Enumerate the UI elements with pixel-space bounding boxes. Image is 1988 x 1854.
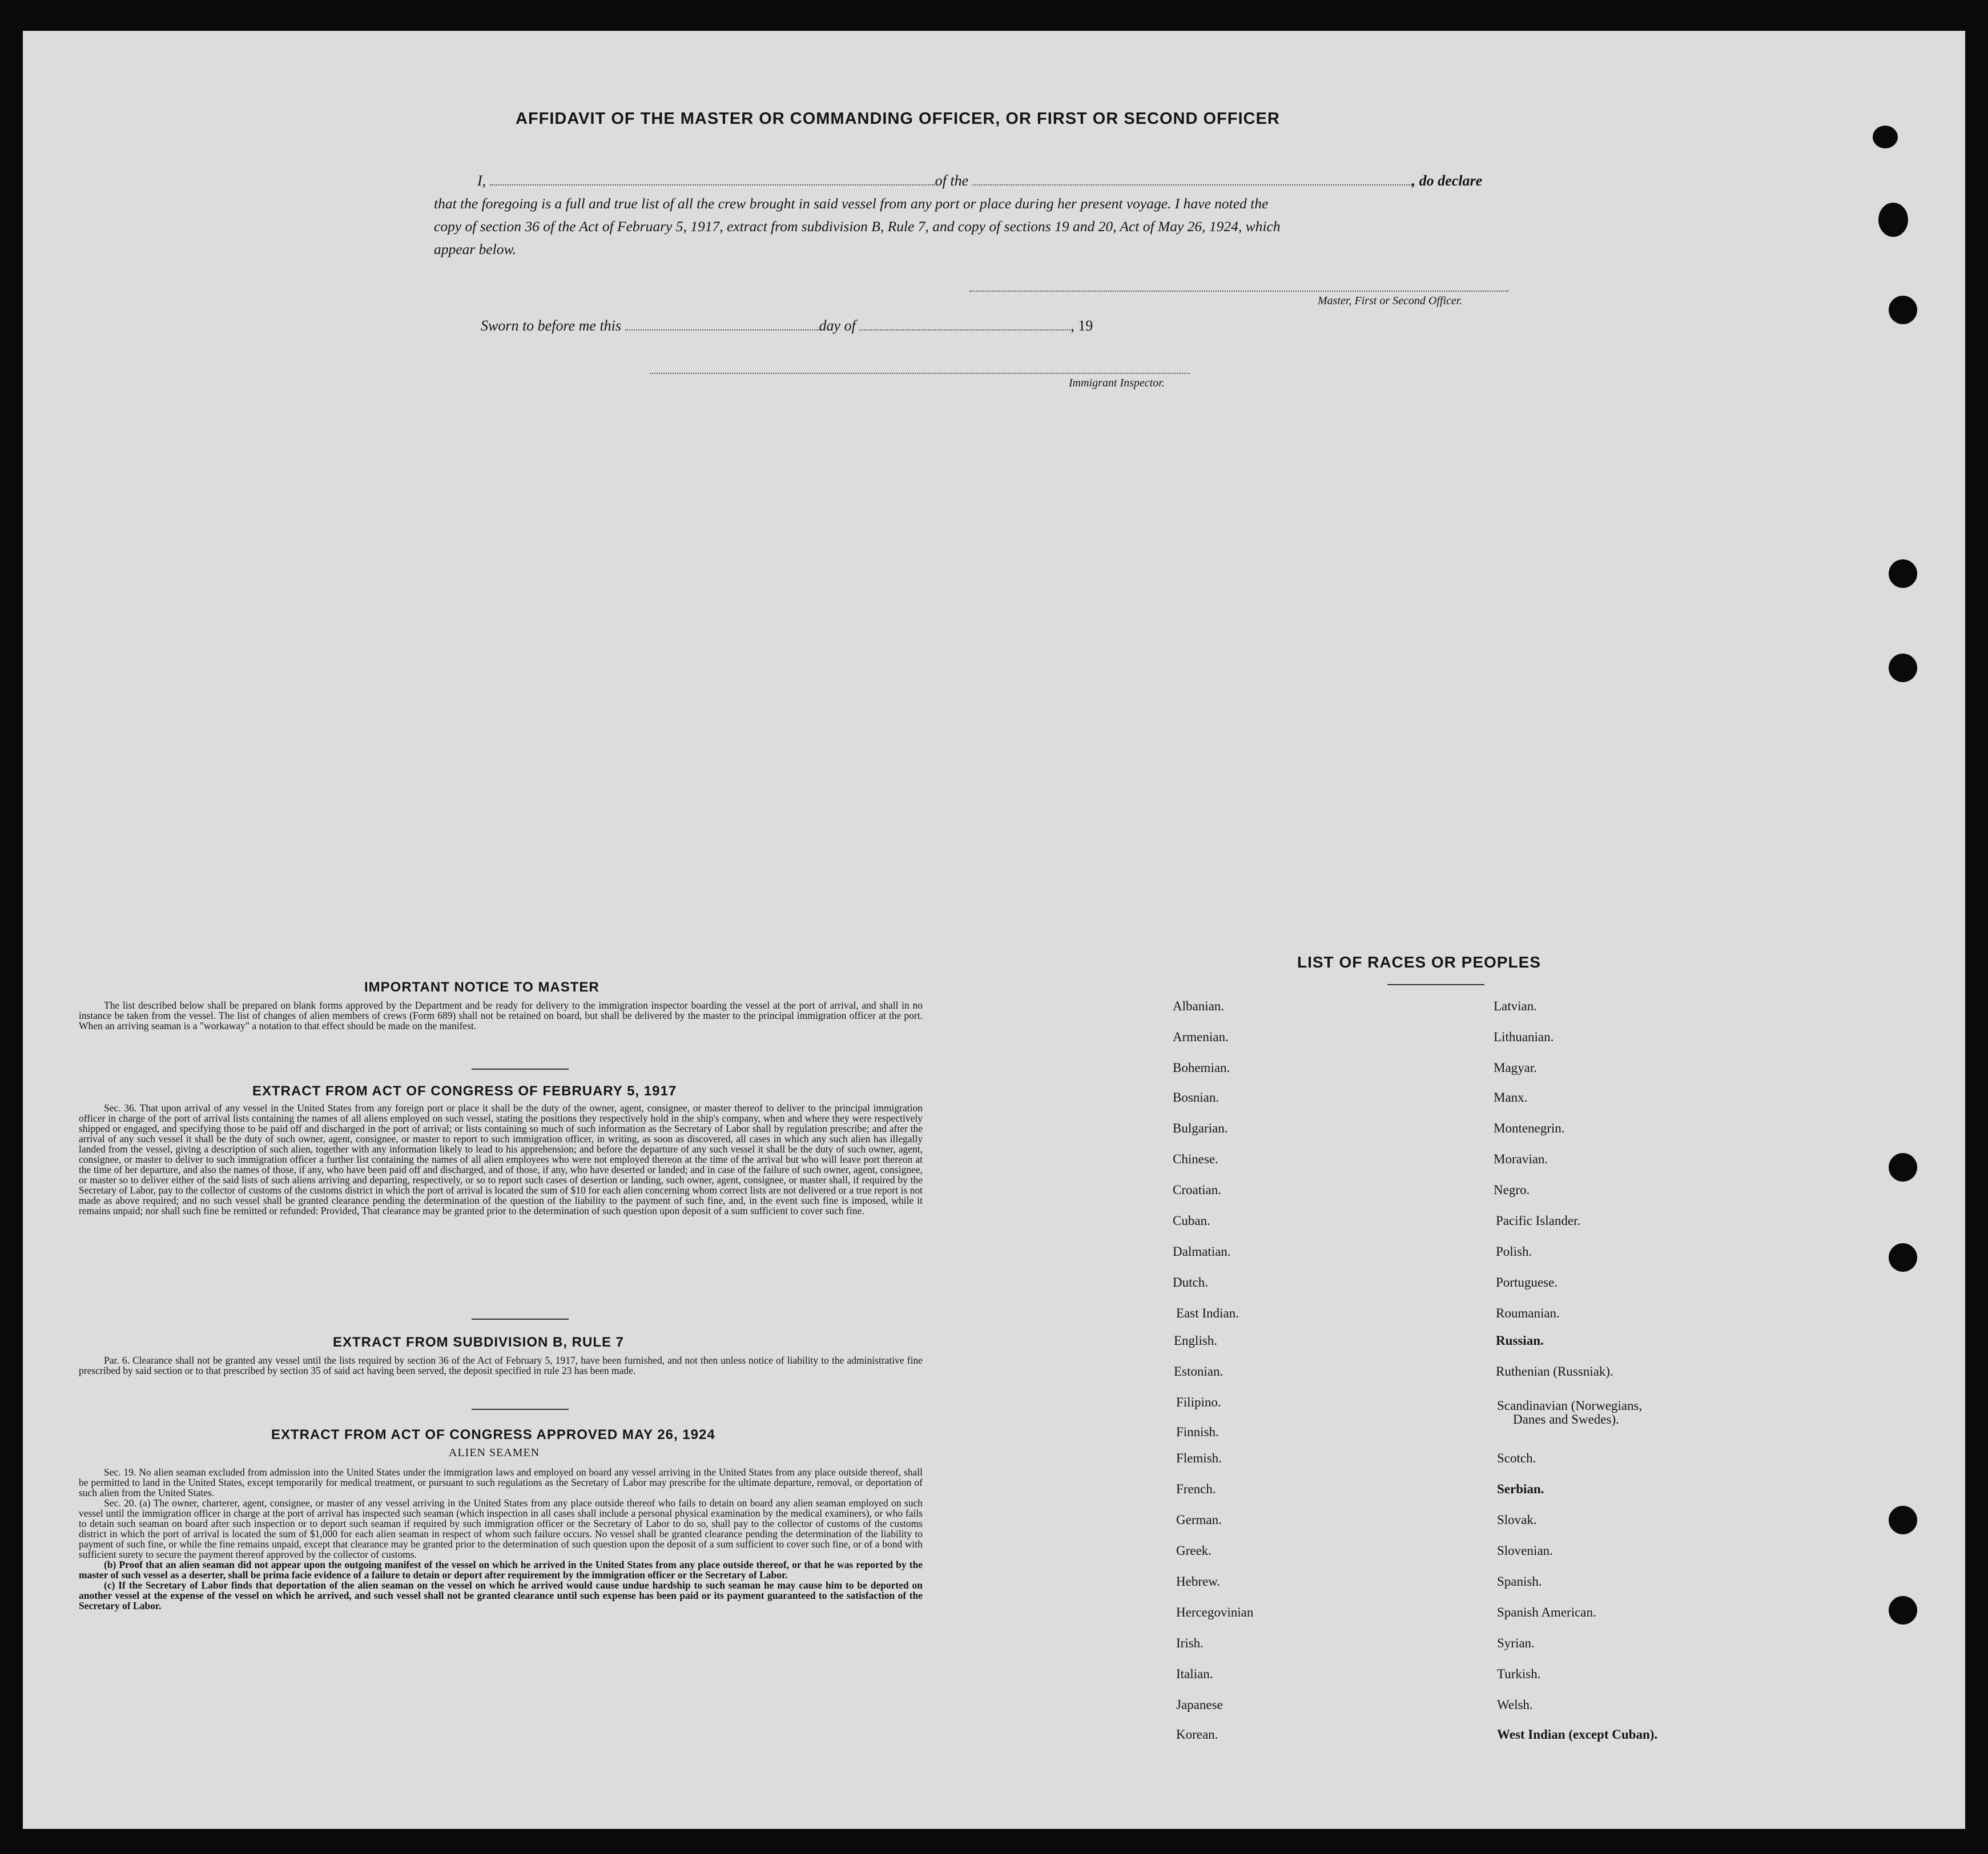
race-item: Hercegovinian: [1176, 1605, 1254, 1619]
race-item: Albanian.: [1173, 999, 1225, 1013]
race-item: Hebrew.: [1176, 1574, 1221, 1589]
race-item: Turkish.: [1497, 1667, 1541, 1681]
inspector-label: Immigrant Inspector.: [1069, 377, 1165, 389]
races-title: LIST OF RACES OR PEOPLES: [1297, 953, 1541, 971]
race-item: Flemish.: [1176, 1451, 1222, 1465]
affidavit-title: AFFIDAVIT OF THE MASTER OR COMMANDING OFFICER, OR FIRST OR SECOND OFFICER: [516, 110, 1280, 128]
extract-1924-title: EXTRACT FROM ACT OF CONGRESS APPROVED MAY 26, 1924: [271, 1427, 715, 1442]
divider: [472, 1069, 569, 1070]
race-item: Korean.: [1176, 1727, 1218, 1742]
section-20a-paragraph: Sec. 20. (a) The owner, charterer, agent, consignee, or master of any vessel arriving in the United States from any place outside thereof who fails to detain on board any alien seaman employed on such vessel until the immigration officer in charge at the port of arrival has inspected such seaman (which inspection in all cases shall include a personal physical examination by the medical examiners), or who fails to detain such seaman on board after such inspection or to deport such seaman if required by such immigration officer or the Secretary of Labor to do so, shall pay to the collector of customs of the customs district in which the port of arrival is located the sum of $1,000 for each alien seaman in respect of whom such failure occurs. No vessel shall be granted clearance pending the determination of the liability to payment of such fine, or while the fine remains unpaid, except that clearance may be granted prior to the determination of such question upon the deposit of a sum sufficient to cover such fine, or of a bond with sufficient surety to secure the payment thereof approved by the collector of customs.: [79, 1497, 923, 1560]
extract-1924-text: [79, 1467, 923, 1611]
race-item: West Indian (except Cuban).: [1497, 1727, 1658, 1742]
signature-line[interactable]: [969, 290, 1508, 292]
notice-text: [79, 1000, 923, 1031]
name-field[interactable]: [490, 184, 935, 186]
race-item: Pacific Islander.: [1496, 1214, 1581, 1228]
race-item: Filipino.: [1176, 1395, 1221, 1409]
affidavit-line-3: copy of section 36 of the Act of February 5, 1917, extract from subdivision B, Rule 7, and copy of sections 19 and 20, Act of May 26, 1924, which: [434, 218, 1281, 235]
punch-hole: [1889, 1153, 1917, 1182]
punch-hole: [1889, 1596, 1917, 1625]
race-item: Russian.: [1496, 1333, 1544, 1348]
race-item: Slovenian.: [1497, 1543, 1553, 1558]
race-item: Montenegrin.: [1494, 1121, 1565, 1135]
race-item: Latvian.: [1494, 999, 1537, 1013]
affidavit-line-2: that the foregoing is a full and true list of all the crew brought in said vessel from any port or place during her present voyage. I have noted the: [434, 195, 1269, 212]
punch-hole: [1889, 559, 1917, 588]
race-item: Bulgarian.: [1173, 1121, 1228, 1135]
race-item: Italian.: [1176, 1667, 1213, 1681]
race-item: Negro.: [1494, 1183, 1530, 1197]
race-item: Spanish.: [1497, 1574, 1542, 1589]
extract-1924-subtitle: ALIEN SEAMEN: [449, 1446, 540, 1459]
race-item: Dalmatian.: [1173, 1244, 1231, 1259]
race-item: East Indian.: [1176, 1306, 1239, 1320]
race-item: Portuguese.: [1496, 1275, 1558, 1289]
race-item: Croatian.: [1173, 1183, 1221, 1197]
race-item: Japanese: [1176, 1698, 1223, 1712]
punch-hole: [1873, 126, 1898, 148]
section-19-paragraph: Sec. 19. No alien seaman excluded from admission into the United States under the immigration laws and employed on board any vessel arriving in the United States from any place outside thereof, shall be permitted to land in the United States, except temporarily for medical treatment, or pursuant to such regulations as the Secretary of Labor may prescribe for the ultimate departure, removal, or deportation of such alien from the United States.: [79, 1466, 923, 1498]
rule7-text: [79, 1355, 923, 1376]
race-item: Armenian.: [1173, 1030, 1229, 1044]
race-item: Cuban.: [1173, 1214, 1210, 1228]
race-item: Lithuanian.: [1494, 1030, 1554, 1044]
race-item: Scandinavian (Norwegians,: [1497, 1398, 1643, 1413]
race-item: Greek.: [1176, 1543, 1212, 1558]
punch-hole: [1889, 296, 1917, 324]
race-item: Ruthenian (Russniak).: [1496, 1364, 1613, 1379]
divider: [472, 1319, 569, 1320]
race-item: Moravian.: [1494, 1152, 1548, 1166]
day-of-label: day of: [819, 317, 856, 334]
race-item: Serbian.: [1497, 1482, 1544, 1496]
notice-paragraph: The list described below shall be prepared on blank forms approved by the Department and be ready for delivery to the immigration inspector boarding the vessel at the port of arrival, and shall in no instance be taken from the vessel. The list of changes of alien members of crews (Form 689) shall not be retained on board, but shall be delivered by the master to the principal immigration officer at the port. When an arriving seaman is a "workaway" a notation to that effect should be made on the manifest.: [79, 999, 923, 1031]
inspector-signature-line[interactable]: [650, 372, 1190, 374]
section-36-paragraph: Sec. 36. That upon arrival of any vessel in the United States from any foreign port or place it shall be the duty of the owner, agent, consignee, or master thereof to deliver to the principal immigration officer in charge of the port of arrival lists containing the names of all aliens employed on such vessel, stating the positions they respectively hold in the ship's company, when and where they were respectively shipped or engaged, and specifying those to be paid off and discharged in the port of arrival; or lists containing so much of such information as the Secretary of Labor shall by regulation prescribe; and after the arrival of any such vessel it shall be the duty of such owner, agent, consignee, or master to report to such immigration officer, in writing, as soon as discovered, all cases in which any such alien has illegally landed from the vessel, giving a description of such alien, together with any information likely to lead to his apprehension; and before the departure of any such vessel it shall be the duty of such owner, agent, consignee, or master to deliver to such immigration officer a further list containing the names of all alien employees who were not employed thereon at the time of the arrival but who will leave port thereon at the time of her departure, and also the names of those, if any, who have been paid off and discharged, and of those, if any, who have deserted or landed; and in case of the failure of such owner, agent, consignee, or master so to deliver either of the said lists of such aliens arriving and departing, respectively, or so to report such cases of desertion or landing, such owner, agent, consignee, or master shall, if required by the Secretary of Labor, pay to the collector of customs of the customs district in which the port of arrival is located the sum of $10 for each alien concerning whom correct lists are not delivered or a true report is not made as above required; and no such vessel shall be granted clearance pending the determination of the question of the liability to the payment of such fine, and, in the event such fine is imposed, while it remains unpaid; nor shall such fine be remitted or refunded: Provided, That clearance may be granted prior to the determination of such question upon deposit of a sum sufficient to cover such fine.: [79, 1102, 923, 1216]
notice-title: IMPORTANT NOTICE TO MASTER: [364, 980, 599, 995]
do-declare-label: , do declare: [1411, 172, 1483, 189]
divider: [1387, 984, 1484, 985]
race-item: Finnish.: [1176, 1425, 1219, 1439]
sworn-label: Sworn to before me this: [481, 317, 622, 334]
extract-1917-text: [79, 1103, 923, 1216]
race-item: Bosnian.: [1173, 1090, 1220, 1105]
divider: [472, 1409, 569, 1410]
punch-hole: [1878, 203, 1908, 237]
of-the-label: of the: [935, 172, 969, 189]
punch-hole: [1889, 654, 1917, 682]
affidavit-line-1: [477, 172, 1508, 190]
race-item: Irish.: [1176, 1636, 1204, 1650]
race-item: German.: [1176, 1513, 1222, 1527]
punch-hole: [1889, 1243, 1917, 1272]
race-item: Polish.: [1496, 1244, 1532, 1259]
sworn-day-field[interactable]: [625, 329, 819, 331]
year-label: , 19: [1071, 317, 1093, 334]
sworn-line: [481, 317, 1093, 334]
race-item: Scotch.: [1497, 1451, 1536, 1465]
race-item: English.: [1174, 1333, 1218, 1348]
sworn-month-field[interactable]: [859, 329, 1071, 331]
paragraph-6: Par. 6. Clearance shall not be granted any vessel until the lists required by section 36 of the Act of February 5, 1917, have been furnished, and not then unless notice of liability to the administrative fine prescribed by said section or to that prescribed by section 35 of said act having been served, the deposit specified in rule 23 has been made.: [79, 1355, 923, 1376]
race-item: Bohemian.: [1173, 1061, 1230, 1075]
race-item: Manx.: [1494, 1090, 1528, 1105]
affidavit-i-label: I,: [477, 172, 486, 189]
rule7-title: EXTRACT FROM SUBDIVISION B, RULE 7: [333, 1335, 625, 1350]
affidavit-line-4: appear below.: [434, 241, 517, 257]
section-20b-paragraph: (b) Proof that an alien seaman did not appear upon the outgoing manifest of the vessel on which he arrived in the United States from any place outside thereof, or that he was reported by the master of such vessel as a deserter, shall be prima facie evidence of a failure to detain or deport after requirement by the immigration officer or the Secretary of Labor.: [79, 1559, 923, 1581]
vessel-field[interactable]: [972, 184, 1412, 186]
race-item: Syrian.: [1497, 1636, 1535, 1650]
race-item: Slovak.: [1497, 1513, 1537, 1527]
extract-1917-title: EXTRACT FROM ACT OF CONGRESS OF FEBRUARY 5, 1917: [252, 1083, 677, 1099]
section-20c-paragraph: (c) If the Secretary of Labor finds that deportation of the alien seaman on the vessel on which he arrived would cause undue hardship to such seaman he may cause him to be deported on another vessel at the expense of the vessel on which he arrived, and such vessel shall not be granted clearance until such expense has been paid or its payment guaranteed to the satisfaction of the Secretary of Labor.: [79, 1579, 923, 1611]
race-item: Welsh.: [1497, 1698, 1533, 1712]
signature-label: Master, First or Second Officer.: [1318, 295, 1463, 307]
punch-hole: [1889, 1506, 1917, 1534]
race-item: Magyar.: [1494, 1061, 1538, 1075]
race-item: Roumanian.: [1496, 1306, 1560, 1320]
race-item: Danes and Swedes).: [1513, 1412, 1619, 1426]
race-item: Spanish American.: [1497, 1605, 1596, 1619]
race-item: Dutch.: [1173, 1275, 1208, 1289]
race-item: Estonian.: [1174, 1364, 1224, 1379]
race-item: French.: [1176, 1482, 1216, 1496]
race-item: Chinese.: [1173, 1152, 1218, 1166]
